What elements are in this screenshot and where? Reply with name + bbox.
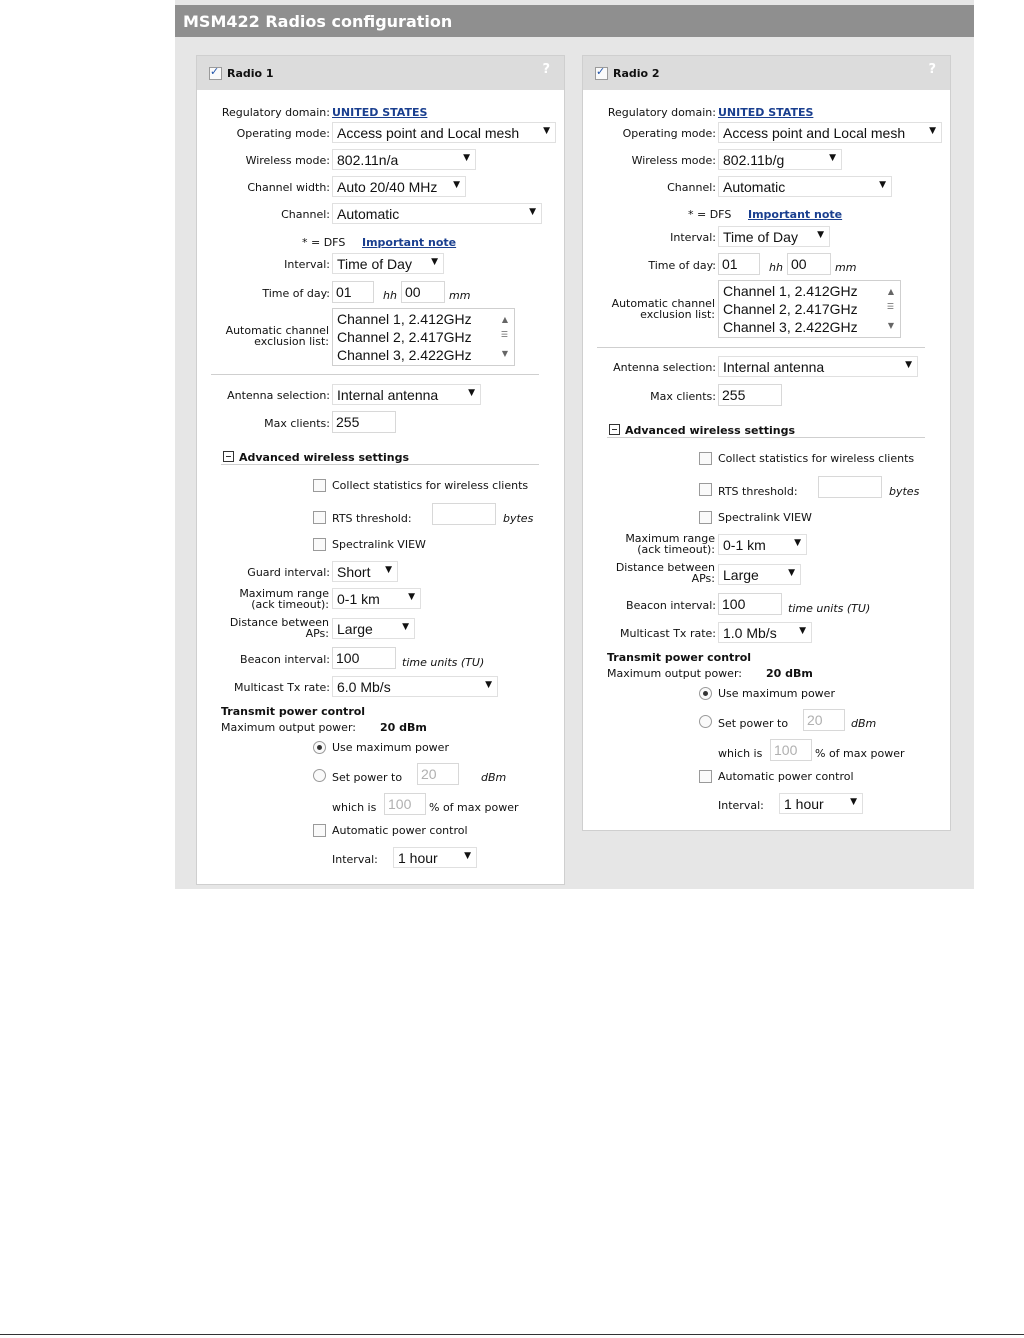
radio1-opmode-select[interactable] bbox=[332, 122, 556, 143]
radio2-maxpower-value: 20 dBm bbox=[766, 667, 813, 680]
radio1-set-power-value: 20 bbox=[421, 766, 437, 782]
scroll-up-icon[interactable]: ▲ bbox=[887, 287, 894, 296]
chevron-down-icon: ▼ bbox=[485, 680, 492, 690]
radio1-multicast-label: Multicast Tx rate: bbox=[234, 681, 330, 694]
list-item[interactable]: Channel 2, 2.417GHz bbox=[723, 301, 858, 317]
radio2-apc-interval-label: Interval: bbox=[718, 799, 764, 812]
radio1-channel-value: Automatic bbox=[337, 206, 400, 222]
radio2-opmode-value: Access point and Local mesh bbox=[723, 125, 906, 141]
chevron-down-icon: ▼ bbox=[464, 851, 471, 861]
radio2-antenna-value: Internal antenna bbox=[723, 359, 825, 375]
radio1-tpc-title: Transmit power control bbox=[221, 705, 366, 718]
radio2-rts-label: RTS threshold: bbox=[718, 485, 798, 498]
radio2-channel-value: Automatic bbox=[723, 179, 786, 195]
radio2-collect-checkbox[interactable] bbox=[699, 452, 712, 465]
radio2-spectralink-label: Spectralink VIEW bbox=[718, 511, 812, 524]
radio1-opmode-label: Operating mode: bbox=[236, 127, 330, 140]
window-title: MSM422 Radios configuration bbox=[183, 12, 453, 31]
radio2-maxclients-label: Max clients: bbox=[650, 390, 716, 403]
radio2-opmode-label: Operating mode: bbox=[622, 127, 716, 140]
radio2-bytes-unit: bytes bbox=[889, 485, 920, 498]
radio2-distance-select[interactable] bbox=[718, 564, 801, 585]
radio1-use-max-label: Use maximum power bbox=[332, 741, 449, 754]
radio1-chwidth-select[interactable] bbox=[332, 176, 466, 197]
radio1-maxclients-label: Max clients: bbox=[264, 417, 330, 430]
radio2-multicast-label: Multicast Tx rate: bbox=[620, 627, 716, 640]
window-titlebar bbox=[175, 5, 974, 37]
radio1-antenna-value: Internal antenna bbox=[337, 387, 439, 403]
chevron-down-icon: ▼ bbox=[529, 207, 536, 217]
radio2-multicast-value: 1.0 Mb/s bbox=[723, 625, 777, 641]
chevron-down-icon: ▼ bbox=[829, 153, 836, 163]
scroll-thumb-icon[interactable]: ☰ bbox=[886, 302, 894, 311]
radio1-maxrange-select[interactable] bbox=[332, 588, 421, 609]
radio1-beacon-input[interactable] bbox=[332, 647, 396, 669]
radio1-advanced-heading[interactable]: Advanced wireless settings bbox=[239, 451, 410, 464]
scroll-down-icon[interactable]: ▼ bbox=[887, 321, 894, 330]
radio1-important-note-link[interactable]: Important note bbox=[362, 236, 457, 249]
radio2-set-power-label: Set power to bbox=[718, 717, 789, 730]
list-item[interactable]: Channel 3, 2.422GHz bbox=[723, 319, 858, 335]
radio1-hh-unit: hh bbox=[383, 289, 397, 302]
radio1-maxrange-label: Maximum range (ack timeout): bbox=[239, 587, 329, 611]
chevron-down-icon: ▼ bbox=[431, 257, 438, 267]
chevron-down-icon: ▼ bbox=[879, 180, 886, 190]
radio2-enable-checkbox[interactable] bbox=[595, 67, 608, 80]
chevron-down-icon: ▼ bbox=[929, 126, 936, 136]
radio1-reg-label: Regulatory domain: bbox=[221, 106, 330, 119]
radio1-spectralink-label: Spectralink VIEW bbox=[332, 538, 426, 551]
radio2-channel-select[interactable] bbox=[718, 176, 892, 197]
radio1-tod-hh-value: 01 bbox=[336, 284, 352, 300]
radio2-opmode-select[interactable] bbox=[718, 122, 942, 143]
radio1-wmode-select[interactable] bbox=[332, 149, 476, 170]
radio2-title: Radio 2 bbox=[613, 67, 660, 80]
radio1-distance-value: Large bbox=[337, 621, 373, 637]
radio2-maxpower-label: Maximum output power: bbox=[607, 667, 742, 680]
radio2-interval-label: Interval: bbox=[670, 231, 716, 244]
radio2-antenna-label: Antenna selection: bbox=[613, 361, 716, 374]
radio2-auto-power-label: Automatic power control bbox=[718, 770, 854, 783]
radio2-apc-interval-value: 1 hour bbox=[784, 796, 824, 812]
radio2-maxrange-label: Maximum range (ack timeout): bbox=[625, 532, 715, 556]
radio2-use-max-radio[interactable] bbox=[699, 687, 712, 700]
radio1-auto-power-label: Automatic power control bbox=[332, 824, 468, 837]
radio2-hh-unit: hh bbox=[769, 261, 783, 274]
radio1-collect-checkbox[interactable] bbox=[313, 479, 326, 492]
radio2-pct-value: 100 bbox=[774, 742, 798, 758]
radio2-pct-input[interactable] bbox=[770, 739, 812, 761]
chevron-down-icon: ▼ bbox=[468, 388, 475, 398]
collapse-icon[interactable] bbox=[609, 424, 620, 435]
radio1-pct-input[interactable] bbox=[384, 793, 426, 815]
chevron-down-icon: ▼ bbox=[905, 360, 912, 370]
chevron-down-icon: ▼ bbox=[788, 568, 795, 578]
radio1-pct-label: % of max power bbox=[429, 801, 519, 814]
radio1-pct-value: 100 bbox=[388, 796, 412, 812]
radio1-advanced-divider bbox=[221, 464, 539, 465]
radio2-reg-label: Regulatory domain: bbox=[607, 106, 716, 119]
radio2-help-icon[interactable]: ? bbox=[928, 62, 936, 77]
radio2-use-max-label: Use maximum power bbox=[718, 687, 835, 700]
radio2-beacon-value: 100 bbox=[722, 596, 746, 612]
radio2-distance-label: Distance between APs: bbox=[615, 561, 715, 585]
radio1-divider bbox=[211, 374, 539, 375]
radio2-wmode-value: 802.11b/g bbox=[723, 152, 785, 168]
radio2-wmode-select[interactable] bbox=[718, 149, 842, 170]
radio1-channel-label: Channel: bbox=[281, 208, 330, 221]
radio1-multicast-value: 6.0 Mb/s bbox=[337, 679, 391, 695]
radio1-tod-mm-input[interactable] bbox=[401, 281, 445, 303]
radio1-exclusion-list[interactable] bbox=[332, 308, 515, 366]
radio2-set-power-input[interactable] bbox=[803, 709, 845, 731]
radio1-tod-mm-value: 00 bbox=[405, 284, 421, 300]
scroll-down-icon[interactable]: ▼ bbox=[501, 349, 508, 358]
radio2-spectralink-checkbox[interactable] bbox=[699, 511, 712, 524]
radio2-maxclients-input[interactable] bbox=[718, 384, 782, 406]
radio2-interval-select[interactable] bbox=[718, 226, 830, 247]
radio1-tod-label: Time of day: bbox=[262, 287, 330, 300]
radio2-exclusion-label: Automatic channel exclusion list: bbox=[611, 297, 715, 321]
radio1-guard-label: Guard interval: bbox=[247, 566, 330, 579]
radio1-which-is-label: which is bbox=[332, 801, 377, 814]
radio2-advanced-divider bbox=[607, 437, 925, 438]
radio2-multicast-select[interactable] bbox=[718, 622, 812, 643]
radio1-multicast-select[interactable] bbox=[332, 676, 498, 697]
radio2-interval-value: Time of Day bbox=[723, 229, 798, 245]
radio2-rts-input[interactable] bbox=[818, 476, 882, 498]
radio2-tod-mm-value: 00 bbox=[791, 256, 807, 272]
radio2-panel bbox=[582, 55, 951, 831]
radio2-advanced-heading[interactable]: Advanced wireless settings bbox=[625, 424, 796, 437]
collapse-icon[interactable] bbox=[223, 451, 234, 462]
chevron-down-icon: ▼ bbox=[463, 153, 470, 163]
radio1-apc-interval-select[interactable] bbox=[393, 847, 477, 868]
radio1-antenna-label: Antenna selection: bbox=[227, 389, 330, 402]
radio1-rts-input[interactable] bbox=[432, 503, 496, 525]
radio1-set-power-label: Set power to bbox=[332, 771, 403, 784]
radio2-divider bbox=[597, 347, 925, 348]
radio1-set-power-input[interactable] bbox=[417, 763, 459, 785]
radio2-tod-hh-value: 01 bbox=[722, 256, 738, 272]
list-item[interactable]: Channel 1, 2.412GHz bbox=[337, 311, 472, 327]
radio2-set-power-value: 20 bbox=[807, 712, 823, 728]
scroll-thumb-icon[interactable]: ☰ bbox=[500, 330, 508, 339]
radio2-distance-value: Large bbox=[723, 567, 759, 583]
radio1-mm-unit: mm bbox=[449, 289, 471, 302]
radio1-dbm-unit: dBm bbox=[481, 771, 507, 784]
radio1-auto-power-checkbox[interactable] bbox=[313, 824, 326, 837]
radio2-rts-checkbox[interactable] bbox=[699, 483, 712, 496]
radio1-panel bbox=[196, 55, 565, 885]
list-item[interactable]: Channel 3, 2.422GHz bbox=[337, 347, 472, 363]
chevron-down-icon: ▼ bbox=[850, 797, 857, 807]
radio1-header bbox=[197, 56, 564, 90]
radio2-tod-label: Time of day: bbox=[648, 259, 716, 272]
radio2-set-power-radio[interactable] bbox=[699, 715, 712, 728]
radio2-collect-label: Collect statistics for wireless clients bbox=[718, 452, 915, 465]
chevron-down-icon: ▼ bbox=[408, 592, 415, 602]
radio1-rts-label: RTS threshold: bbox=[332, 512, 412, 525]
radio2-apc-interval-select[interactable] bbox=[779, 793, 863, 814]
radio1-maxclients-input[interactable] bbox=[332, 411, 396, 433]
radio1-guard-value: Short bbox=[337, 564, 371, 580]
radio2-maxrange-select[interactable] bbox=[718, 534, 807, 555]
radio1-apc-interval-label: Interval: bbox=[332, 853, 378, 866]
radio1-help-icon[interactable]: ? bbox=[542, 62, 550, 77]
radio1-distance-label: Distance between APs: bbox=[229, 616, 329, 640]
radio1-opmode-value: Access point and Local mesh bbox=[337, 125, 520, 141]
page-bottom-rule bbox=[0, 1334, 1024, 1335]
list-item[interactable]: Channel 2, 2.417GHz bbox=[337, 329, 472, 345]
radio2-beacon-label: Beacon interval: bbox=[626, 599, 716, 612]
radio1-chwidth-value: Auto 20/40 MHz bbox=[337, 179, 438, 195]
scroll-up-icon[interactable]: ▲ bbox=[501, 315, 508, 324]
radio1-chwidth-label: Channel width: bbox=[247, 181, 330, 194]
radio2-wmode-label: Wireless mode: bbox=[631, 154, 716, 167]
radio1-beacon-label: Beacon interval: bbox=[240, 653, 330, 666]
radio2-tpc-title: Transmit power control bbox=[607, 651, 752, 664]
radio1-rts-checkbox[interactable] bbox=[313, 511, 326, 524]
radio1-use-max-radio[interactable] bbox=[313, 741, 326, 754]
radio2-antenna-select[interactable] bbox=[718, 356, 918, 377]
radio1-channel-select[interactable] bbox=[332, 203, 542, 224]
list-item[interactable]: Channel 1, 2.412GHz bbox=[723, 283, 858, 299]
radio1-maxclients-value: 255 bbox=[336, 414, 360, 430]
radio1-wmode-value: 802.11n/a bbox=[337, 152, 399, 168]
radio2-which-is-label: which is bbox=[718, 747, 763, 760]
radio2-tu-unit: time units (TU) bbox=[788, 602, 871, 615]
radio2-reg-link[interactable]: UNITED STATES bbox=[718, 106, 814, 119]
chevron-down-icon: ▼ bbox=[794, 538, 801, 548]
chevron-down-icon: ▼ bbox=[817, 230, 824, 240]
radio1-tod-hh-input[interactable] bbox=[332, 281, 374, 303]
radio1-enable-checkbox[interactable] bbox=[209, 67, 222, 80]
radio1-apc-interval-value: 1 hour bbox=[398, 850, 438, 866]
chevron-down-icon: ▼ bbox=[402, 622, 409, 632]
radio2-maxclients-value: 255 bbox=[722, 387, 746, 403]
radio1-reg-link[interactable]: UNITED STATES bbox=[332, 106, 428, 119]
radio2-dbm-unit: dBm bbox=[851, 717, 877, 730]
radio1-exclusion-label: Automatic channel exclusion list: bbox=[225, 324, 329, 348]
radio2-pct-label: % of max power bbox=[815, 747, 905, 760]
radio1-bytes-unit: bytes bbox=[503, 512, 534, 525]
radio2-auto-power-checkbox[interactable] bbox=[699, 770, 712, 783]
radio2-maxrange-value: 0-1 km bbox=[723, 537, 766, 553]
chevron-down-icon: ▼ bbox=[543, 126, 550, 136]
radio1-interval-label: Interval: bbox=[284, 258, 330, 271]
radio1-spectralink-checkbox[interactable] bbox=[313, 538, 326, 551]
radio1-guard-select[interactable] bbox=[332, 561, 398, 582]
radio2-channel-label: Channel: bbox=[667, 181, 716, 194]
radio2-tod-hh-input[interactable] bbox=[718, 253, 760, 275]
radio2-important-note-link[interactable]: Important note bbox=[748, 208, 843, 221]
radio1-distance-select[interactable] bbox=[332, 618, 415, 639]
radio1-title: Radio 1 bbox=[227, 67, 274, 80]
radio1-antenna-select[interactable] bbox=[332, 384, 481, 405]
radios-config-window bbox=[175, 0, 974, 889]
chevron-down-icon: ▼ bbox=[453, 180, 460, 190]
radio1-maxpower-label: Maximum output power: bbox=[221, 721, 356, 734]
radio2-mm-unit: mm bbox=[835, 261, 857, 274]
radio2-dfs-note: * = DFS bbox=[688, 208, 732, 221]
radio1-dfs-note: * = DFS bbox=[302, 236, 346, 249]
radio1-set-power-radio[interactable] bbox=[313, 769, 326, 782]
radio2-tod-mm-input[interactable] bbox=[787, 253, 831, 275]
radio1-maxpower-value: 20 dBm bbox=[380, 721, 427, 734]
radio1-collect-label: Collect statistics for wireless clients bbox=[332, 479, 529, 492]
radio1-beacon-value: 100 bbox=[336, 650, 360, 666]
chevron-down-icon: ▼ bbox=[385, 565, 392, 575]
radio1-wmode-label: Wireless mode: bbox=[245, 154, 330, 167]
radio1-tu-unit: time units (TU) bbox=[402, 656, 485, 669]
radio2-header bbox=[583, 56, 950, 90]
radio1-interval-value: Time of Day bbox=[337, 256, 412, 272]
radio1-interval-select[interactable] bbox=[332, 253, 444, 274]
chevron-down-icon: ▼ bbox=[799, 626, 806, 636]
radio2-beacon-input[interactable] bbox=[718, 593, 782, 615]
radio1-maxrange-value: 0-1 km bbox=[337, 591, 380, 607]
radio2-exclusion-list[interactable] bbox=[718, 280, 901, 338]
